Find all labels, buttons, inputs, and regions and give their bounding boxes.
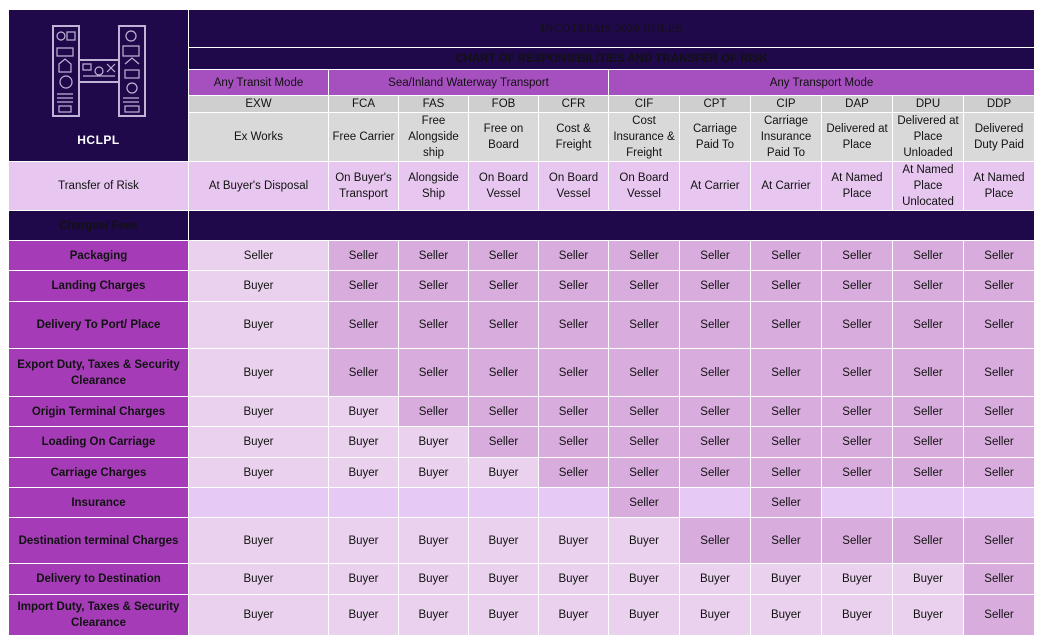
risk-transfer-ddp: At Named Place xyxy=(964,162,1035,211)
responsibility-cell: Seller xyxy=(822,458,893,488)
company-name: HCLPL xyxy=(77,132,120,147)
logo-block xyxy=(9,10,189,162)
table-row xyxy=(9,595,1035,636)
responsibility-cell: Buyer xyxy=(399,518,469,564)
term-name-fca: Free Carrier xyxy=(329,113,399,162)
responsibility-cell: Seller xyxy=(329,302,399,349)
charge-label: Insurance xyxy=(9,488,189,518)
responsibility-cell: Buyer xyxy=(469,564,539,595)
responsibility-cell: Seller xyxy=(469,271,539,302)
term-code-exw: EXW xyxy=(189,96,329,113)
responsibility-cell: Seller xyxy=(680,427,751,458)
term-name-dap: Delivered at Place xyxy=(822,113,893,162)
responsibility-cell: Seller xyxy=(964,302,1035,349)
term-code-fca: FCA xyxy=(329,96,399,113)
term-name-dpu: Delivered at Place Unloaded xyxy=(893,113,964,162)
responsibility-cell: Buyer xyxy=(189,458,329,488)
responsibility-cell: Buyer xyxy=(399,595,469,636)
responsibility-cell: Seller xyxy=(964,271,1035,302)
responsibility-cell: Seller xyxy=(539,427,609,458)
h-monogram-logo-icon xyxy=(51,24,147,118)
table-row xyxy=(9,302,1035,349)
term-code-cif: CIF xyxy=(609,96,680,113)
responsibility-cell: Seller xyxy=(964,241,1035,271)
responsibility-cell xyxy=(680,488,751,518)
risk-transfer-cpt: At Carrier xyxy=(680,162,751,211)
responsibility-cell xyxy=(469,488,539,518)
term-name-cip: Carriage Insurance Paid To xyxy=(751,113,822,162)
charges-header-fill xyxy=(189,211,1035,241)
responsibility-cell: Seller xyxy=(822,271,893,302)
responsibility-cell: Buyer xyxy=(893,564,964,595)
responsibility-cell: Buyer xyxy=(329,518,399,564)
responsibility-cell: Buyer xyxy=(822,564,893,595)
term-code-cip: CIP xyxy=(751,96,822,113)
term-code-cpt: CPT xyxy=(680,96,751,113)
risk-transfer-cfr: On Board Vessel xyxy=(539,162,609,211)
responsibility-cell: Buyer xyxy=(539,595,609,636)
charge-label: Export Duty, Taxes & Security Clearance xyxy=(9,349,189,397)
responsibility-cell: Buyer xyxy=(399,564,469,595)
risk-transfer-fca: On Buyer's Transport xyxy=(329,162,399,211)
responsibility-cell: Seller xyxy=(609,241,680,271)
responsibility-cell: Buyer xyxy=(469,458,539,488)
responsibility-cell: Seller xyxy=(539,241,609,271)
responsibility-cell: Seller xyxy=(680,518,751,564)
charge-label: Landing Charges xyxy=(9,271,189,302)
responsibility-cell xyxy=(893,488,964,518)
responsibility-cell: Seller xyxy=(680,349,751,397)
responsibility-cell xyxy=(822,488,893,518)
responsibility-cell: Seller xyxy=(469,349,539,397)
responsibility-cell: Seller xyxy=(964,595,1035,636)
responsibility-cell: Seller xyxy=(609,488,680,518)
term-name-fob: Free on Board xyxy=(469,113,539,162)
responsibility-cell: Seller xyxy=(680,302,751,349)
responsibility-cell: Seller xyxy=(399,271,469,302)
responsibility-cell: Buyer xyxy=(469,595,539,636)
responsibility-cell: Seller xyxy=(609,427,680,458)
responsibility-cell: Seller xyxy=(751,488,822,518)
charge-label: Delivery to Destination xyxy=(9,564,189,595)
responsibility-cell: Seller xyxy=(751,518,822,564)
responsibility-cell: Buyer xyxy=(469,518,539,564)
responsibility-cell: Seller xyxy=(539,271,609,302)
term-name-cif: Cost Insurance & Freight xyxy=(609,113,680,162)
responsibility-cell: Buyer xyxy=(329,397,399,427)
responsibility-cell: Seller xyxy=(964,458,1035,488)
responsibility-cell: Buyer xyxy=(609,518,680,564)
risk-transfer-cip: At Carrier xyxy=(751,162,822,211)
charge-label: Loading On Carriage xyxy=(9,427,189,458)
charge-label: Carriage Charges xyxy=(9,458,189,488)
responsibility-cell: Seller xyxy=(539,397,609,427)
responsibility-cell: Seller xyxy=(893,271,964,302)
table-row xyxy=(9,271,1035,302)
term-code-dpu: DPU xyxy=(893,96,964,113)
responsibility-cell: Seller xyxy=(539,458,609,488)
term-code-ddp: DDP xyxy=(964,96,1035,113)
responsibility-cell: Buyer xyxy=(329,564,399,595)
responsibility-cell: Seller xyxy=(680,397,751,427)
responsibility-cell: Seller xyxy=(609,302,680,349)
responsibility-cell: Buyer xyxy=(329,427,399,458)
responsibility-cell: Seller xyxy=(539,349,609,397)
responsibility-cell: Seller xyxy=(964,397,1035,427)
responsibility-cell: Buyer xyxy=(539,518,609,564)
risk-transfer-cif: On Board Vessel xyxy=(609,162,680,211)
term-name-ddp: Delivered Duty Paid xyxy=(964,113,1035,162)
responsibility-cell: Buyer xyxy=(329,595,399,636)
incoterms-table xyxy=(8,9,1035,636)
risk-transfer-dpu: At Named Place Unlocated xyxy=(893,162,964,211)
responsibility-cell: Buyer xyxy=(189,397,329,427)
term-name-cpt: Carriage Paid To xyxy=(680,113,751,162)
responsibility-cell: Seller xyxy=(609,458,680,488)
responsibility-cell: Seller xyxy=(964,564,1035,595)
responsibility-cell: Buyer xyxy=(893,595,964,636)
page-title: INCOTERMS 2020 RULES xyxy=(189,10,1035,48)
responsibility-cell: Seller xyxy=(680,241,751,271)
responsibility-cell: Seller xyxy=(822,427,893,458)
responsibility-cell: Buyer xyxy=(329,458,399,488)
term-name-exw: Ex Works xyxy=(189,113,329,162)
charges-header: Charges/ Fees xyxy=(9,211,189,241)
responsibility-cell: Seller xyxy=(680,458,751,488)
responsibility-cell xyxy=(399,488,469,518)
table-row xyxy=(9,488,1035,518)
responsibility-cell: Seller xyxy=(469,397,539,427)
responsibility-cell: Buyer xyxy=(609,595,680,636)
responsibility-cell: Seller xyxy=(539,302,609,349)
responsibility-cell: Buyer xyxy=(822,595,893,636)
responsibility-cell: Seller xyxy=(399,397,469,427)
responsibility-cell: Seller xyxy=(329,271,399,302)
responsibility-cell: Seller xyxy=(680,271,751,302)
responsibility-cell: Seller xyxy=(399,302,469,349)
responsibility-cell: Seller xyxy=(751,427,822,458)
table-row xyxy=(9,397,1035,427)
responsibility-cell: Buyer xyxy=(680,564,751,595)
responsibility-cell: Buyer xyxy=(189,271,329,302)
responsibility-cell: Buyer xyxy=(539,564,609,595)
responsibility-cell: Seller xyxy=(822,518,893,564)
responsibility-cell: Seller xyxy=(964,427,1035,458)
responsibility-cell: Seller xyxy=(609,397,680,427)
responsibility-cell: Seller xyxy=(469,241,539,271)
responsibility-cell: Seller xyxy=(399,349,469,397)
charge-label: Origin Terminal Charges xyxy=(9,397,189,427)
responsibility-cell: Buyer xyxy=(189,518,329,564)
table-row xyxy=(9,241,1035,271)
responsibility-cell: Seller xyxy=(822,397,893,427)
responsibility-cell: Seller xyxy=(893,349,964,397)
charge-label: Import Duty, Taxes & Security Clearance xyxy=(9,595,189,636)
responsibility-cell: Seller xyxy=(751,397,822,427)
risk-transfer-exw: At Buyer's Disposal xyxy=(189,162,329,211)
responsibility-cell: Buyer xyxy=(189,302,329,349)
responsibility-cell: Buyer xyxy=(189,564,329,595)
responsibility-cell: Seller xyxy=(751,458,822,488)
responsibility-cell: Seller xyxy=(893,427,964,458)
charge-label: Delivery To Port/ Place xyxy=(9,302,189,349)
table-row xyxy=(9,518,1035,564)
responsibility-cell xyxy=(539,488,609,518)
responsibility-cell: Seller xyxy=(822,241,893,271)
risk-transfer-dap: At Named Place xyxy=(822,162,893,211)
responsibility-cell: Buyer xyxy=(399,427,469,458)
responsibility-cell: Seller xyxy=(893,397,964,427)
term-code-fas: FAS xyxy=(399,96,469,113)
responsibility-cell: Seller xyxy=(329,241,399,271)
responsibility-cell: Seller xyxy=(609,349,680,397)
responsibility-cell: Seller xyxy=(189,241,329,271)
charge-label: Packaging xyxy=(9,241,189,271)
responsibility-cell: Seller xyxy=(751,349,822,397)
responsibility-cell: Buyer xyxy=(609,564,680,595)
page-subtitle: CHART OF RESPONSIBILITIES AND TRANSFER OF RISK xyxy=(189,48,1035,70)
term-name-fas: Free Alongside ship xyxy=(399,113,469,162)
responsibility-cell: Seller xyxy=(893,458,964,488)
table-row xyxy=(9,458,1035,488)
responsibility-cell xyxy=(964,488,1035,518)
responsibility-cell: Seller xyxy=(399,241,469,271)
responsibility-cell: Seller xyxy=(893,241,964,271)
responsibility-cell: Buyer xyxy=(751,564,822,595)
responsibility-cell: Seller xyxy=(751,241,822,271)
mode-sea-inland: Sea/Inland Waterway Transport xyxy=(329,70,609,96)
term-code-fob: FOB xyxy=(469,96,539,113)
responsibility-cell: Seller xyxy=(329,349,399,397)
responsibility-cell xyxy=(189,488,329,518)
responsibility-cell: Seller xyxy=(469,427,539,458)
charge-label: Destination terminal Charges xyxy=(9,518,189,564)
term-code-dap: DAP xyxy=(822,96,893,113)
term-name-cfr: Cost & Freight xyxy=(539,113,609,162)
incoterms-chart xyxy=(8,9,1036,636)
responsibility-cell: Seller xyxy=(609,271,680,302)
table-row xyxy=(9,349,1035,397)
responsibility-cell: Seller xyxy=(469,302,539,349)
risk-transfer-fob: On Board Vessel xyxy=(469,162,539,211)
mode-any-transit: Any Transit Mode xyxy=(189,70,329,96)
responsibility-cell: Seller xyxy=(964,518,1035,564)
responsibility-cell: Seller xyxy=(893,302,964,349)
responsibility-cell: Buyer xyxy=(189,595,329,636)
responsibility-cell: Seller xyxy=(751,302,822,349)
table-row xyxy=(9,564,1035,595)
responsibility-cell: Seller xyxy=(893,518,964,564)
mode-any-transport: Any Transport Mode xyxy=(609,70,1035,96)
responsibility-cell: Buyer xyxy=(680,595,751,636)
responsibility-cell: Seller xyxy=(751,271,822,302)
responsibility-cell: Buyer xyxy=(189,427,329,458)
term-code-cfr: CFR xyxy=(539,96,609,113)
table-row xyxy=(9,427,1035,458)
responsibility-cell: Buyer xyxy=(189,349,329,397)
responsibility-cell: Seller xyxy=(964,349,1035,397)
responsibility-cell: Buyer xyxy=(751,595,822,636)
responsibility-cell: Seller xyxy=(822,302,893,349)
transfer-of-risk-label: Transfer of Risk xyxy=(9,162,189,211)
risk-transfer-fas: Alongside Ship xyxy=(399,162,469,211)
responsibility-cell xyxy=(329,488,399,518)
responsibility-cell: Seller xyxy=(822,349,893,397)
responsibility-cell: Buyer xyxy=(399,458,469,488)
